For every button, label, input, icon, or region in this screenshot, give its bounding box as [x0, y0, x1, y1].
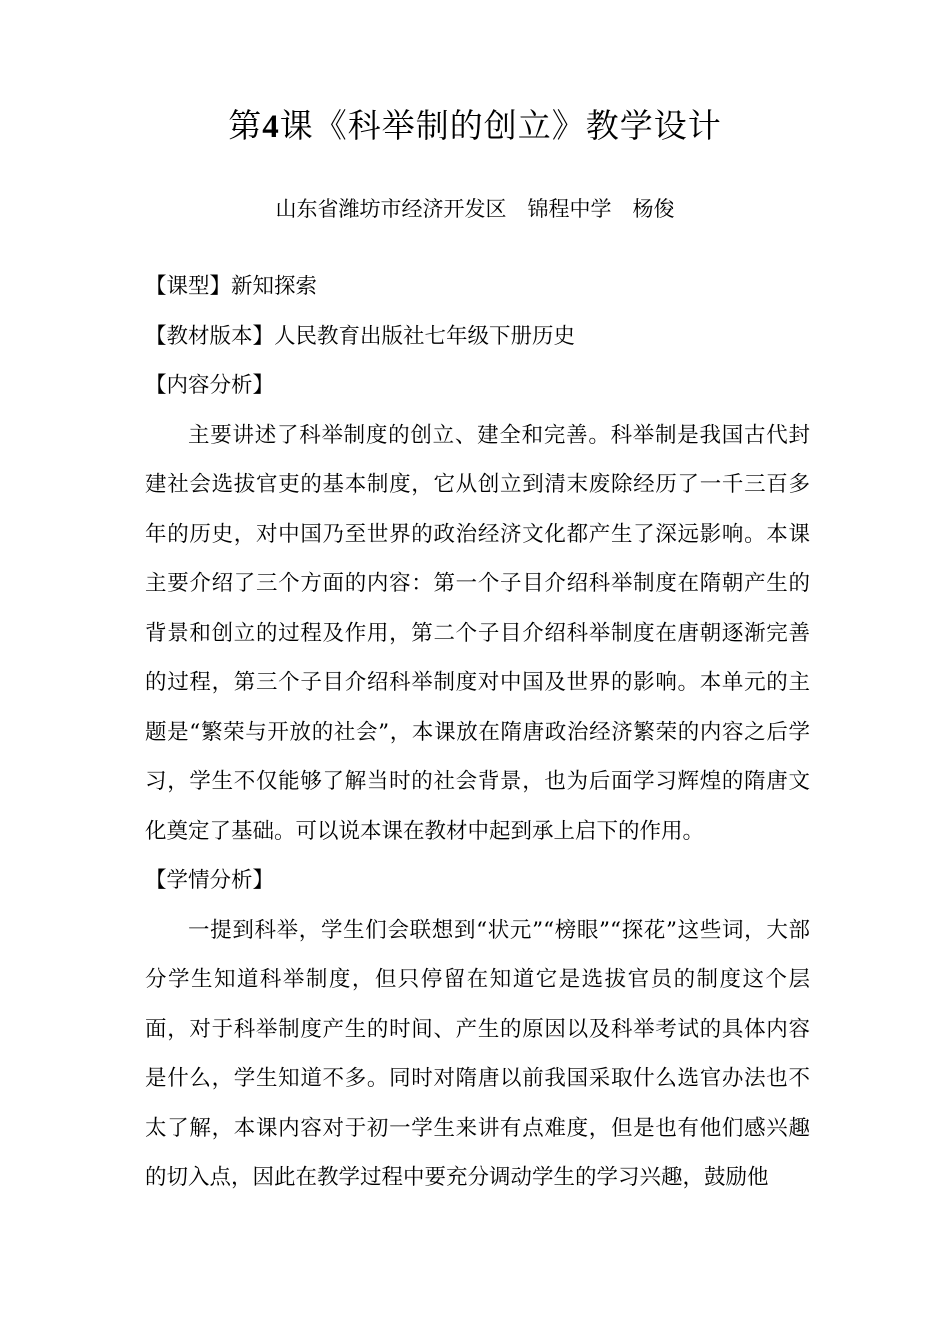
student-analysis-paragraph: 一提到科举，学生们会联想到“状元”“榜眼”“探花”这些词，大部分学生知道科举制度，但只停留在知道它是选拔官员的制度这个层面，对于科举制度产生的时间、产生的原因以及科举考试的具体内容是什么，学生知道不多。同时对隋唐以前我国采取什么选官办法也不太了解，本课内容对于初一学生来讲有点难度，但是也有他们感兴趣的切入点，因此在教学过程中要充分调动学生的学习兴趣，鼓励他: [145, 917, 810, 1190]
title-prefix: 第: [228, 106, 263, 145]
textbook-version: 【教材版本】人民教育出版社七年级下册历史: [145, 323, 576, 349]
content-analysis-heading: 【内容分析】: [145, 373, 275, 398]
document-body: [145, 262, 810, 1203]
student-analysis-heading: 【学情分析】: [145, 868, 275, 893]
content-analysis-paragraph: 主要讲述了科举制度的创立、建全和完善。科举制是我国古代封建社会选拔官吏的基本制度，它从创立到清末废除经历了一千三百多年的历史，对中国乃至世界的政治经济文化都产生了深远影响。本课主要介绍了三个方面的内容：第一个子目介绍科举制度在隋朝产生的背景和创立的过程及作用，第二个子目介绍科举制度在唐朝逐渐完善的过程，第三个子目介绍科举制度对中国及世界的影响。本单元的主题是“繁荣与开放的社会”，本课放在隋唐政治经济繁荣的内容之后学习，学生不仅能够了解当时的社会背景，也为后面学习辉煌的隋唐文化奠定了基础。可以说本课在教材中起到承上启下的作用。: [145, 422, 810, 844]
title-suffix: 课《科举制的创立》教学设计: [279, 106, 722, 145]
author-line: 山东省潍坊市经济开发区 锦程中学 杨俊: [275, 197, 675, 221]
lesson-type: 【课型】新知探索: [145, 274, 318, 299]
lesson-number: 4: [262, 109, 280, 145]
document-title: [0, 104, 950, 149]
